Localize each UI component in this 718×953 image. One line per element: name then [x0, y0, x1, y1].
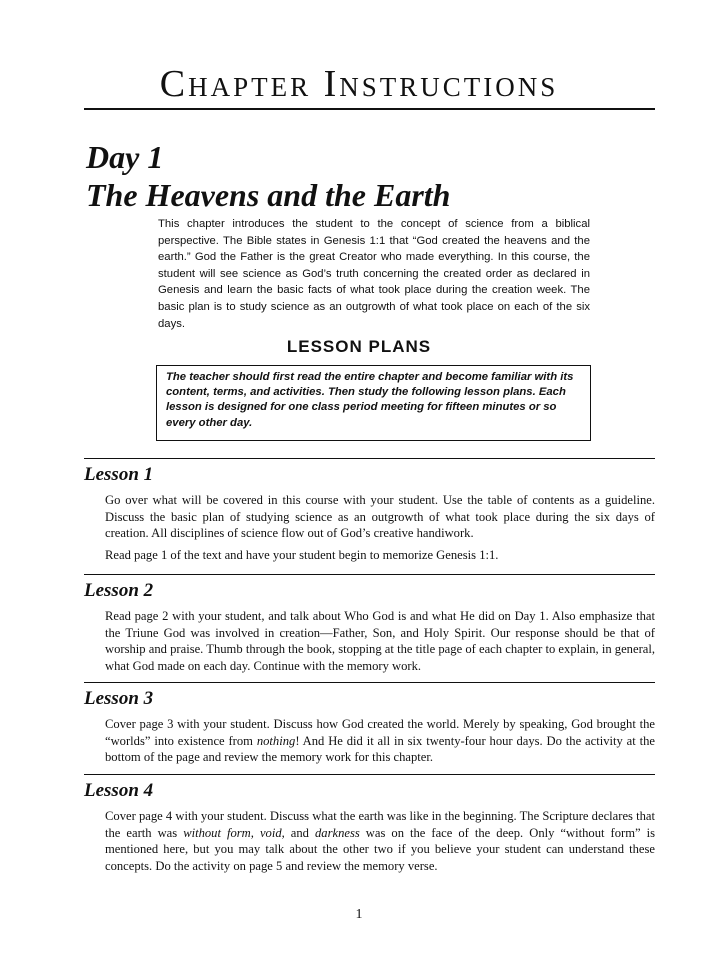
lesson-4-text-and: and	[284, 825, 315, 840]
day-heading	[86, 138, 450, 214]
lesson-3-emphasis: nothing	[256, 733, 296, 748]
chapter-title-rule	[84, 108, 655, 110]
lesson-1-heading: Lesson 1	[84, 464, 154, 485]
lesson-4-body	[105, 808, 655, 879]
chapter-intro: This chapter introduces the student to the concept of science from a biblical perspective. The Bible states in Genesis 1:1 that “God created the heavens and the earth.” God the Father is the great Creator who made everything. In this course, the student will see science as God’s truth concerning the created order as declared in Genesis and learn the basic facts of what took place during the creation week. The basic plan is to study science as an outgrowth of what took place on each of the six days.	[158, 218, 590, 330]
day-title: The Heavens and the Earth	[86, 177, 451, 213]
lesson-3-body	[105, 716, 655, 771]
lesson-4-heading: Lesson 4	[84, 780, 154, 801]
lesson-3-paragraph-1	[105, 716, 655, 766]
lesson-2-paragraph-1: Read page 2 with your student, and talk about Who God is and what He did on Day 1. Also emphasize that the Triune God was involved in creation—Father, Son, and Holy Spirit. Our response should be that of worship and praise. Thumb through the book, stopping at the title page of each chapter to explain, in general, what God made on each day. Continue with the memory work.	[105, 609, 655, 673]
lesson-2-heading: Lesson 2	[84, 580, 154, 601]
lesson-1-rule	[84, 458, 655, 459]
page-number: 1	[355, 907, 363, 922]
lesson-3-text-a: Cover page 3 with your student. Discuss how God created the world. Merely by speaking, God brought the “worlds” into existence from	[105, 717, 655, 748]
day-label: Day 1	[86, 139, 164, 175]
teacher-note-text: The teacher should first read the entire chapter and become familiar with its content, terms, and activities. Then study the following lesson plans. Each lesson is designed for one class period meeting for fifteen minutes or so every other day.	[166, 371, 574, 429]
lesson-1-paragraph-1: Go over what will be covered in this course with your student. Use the table of contents as a guideline. Discuss the basic plan of studying science as an outgrowth of what took place during the six days of creation. All disciplines of science flow out of God’s creative handiwork.	[105, 493, 655, 541]
lesson-4-paragraph-1	[105, 808, 655, 874]
lesson-4-emphasis-1: without form, void,	[183, 825, 285, 840]
lesson-1-body	[105, 492, 655, 568]
lesson-plans-heading: LESSON PLANS	[286, 337, 432, 356]
teacher-note-box	[156, 365, 591, 441]
lesson-3-text-b: ! And He did it all in six twenty-four hour days. Do the activity at the bottom of the page and review the memory work for this chapter.	[105, 733, 656, 765]
lesson-3-rule	[84, 682, 655, 683]
chapter-title: Chapter Instructions	[159, 63, 559, 105]
lesson-4-text-a: Cover page 4 with your student. Discuss what the earth was like in the beginning. The Scripture declares that the earth was	[105, 809, 655, 840]
lesson-2-body	[105, 608, 655, 679]
lesson-3-heading: Lesson 3	[84, 688, 154, 709]
lesson-4-emphasis-2: darkness	[315, 825, 360, 840]
lesson-2-rule	[84, 574, 655, 575]
lesson-4-text-b: was on the face of the deep. Only “without form” is mentioned here, but you may talk about the other two if you believe your student can understand these concepts. Do the activity on page 5 and review the memory verse.	[105, 825, 655, 873]
lesson-4-rule	[84, 774, 655, 775]
lesson-1-paragraph-2: Read page 1 of the text and have your student begin to memorize Genesis 1:1.	[105, 547, 499, 562]
